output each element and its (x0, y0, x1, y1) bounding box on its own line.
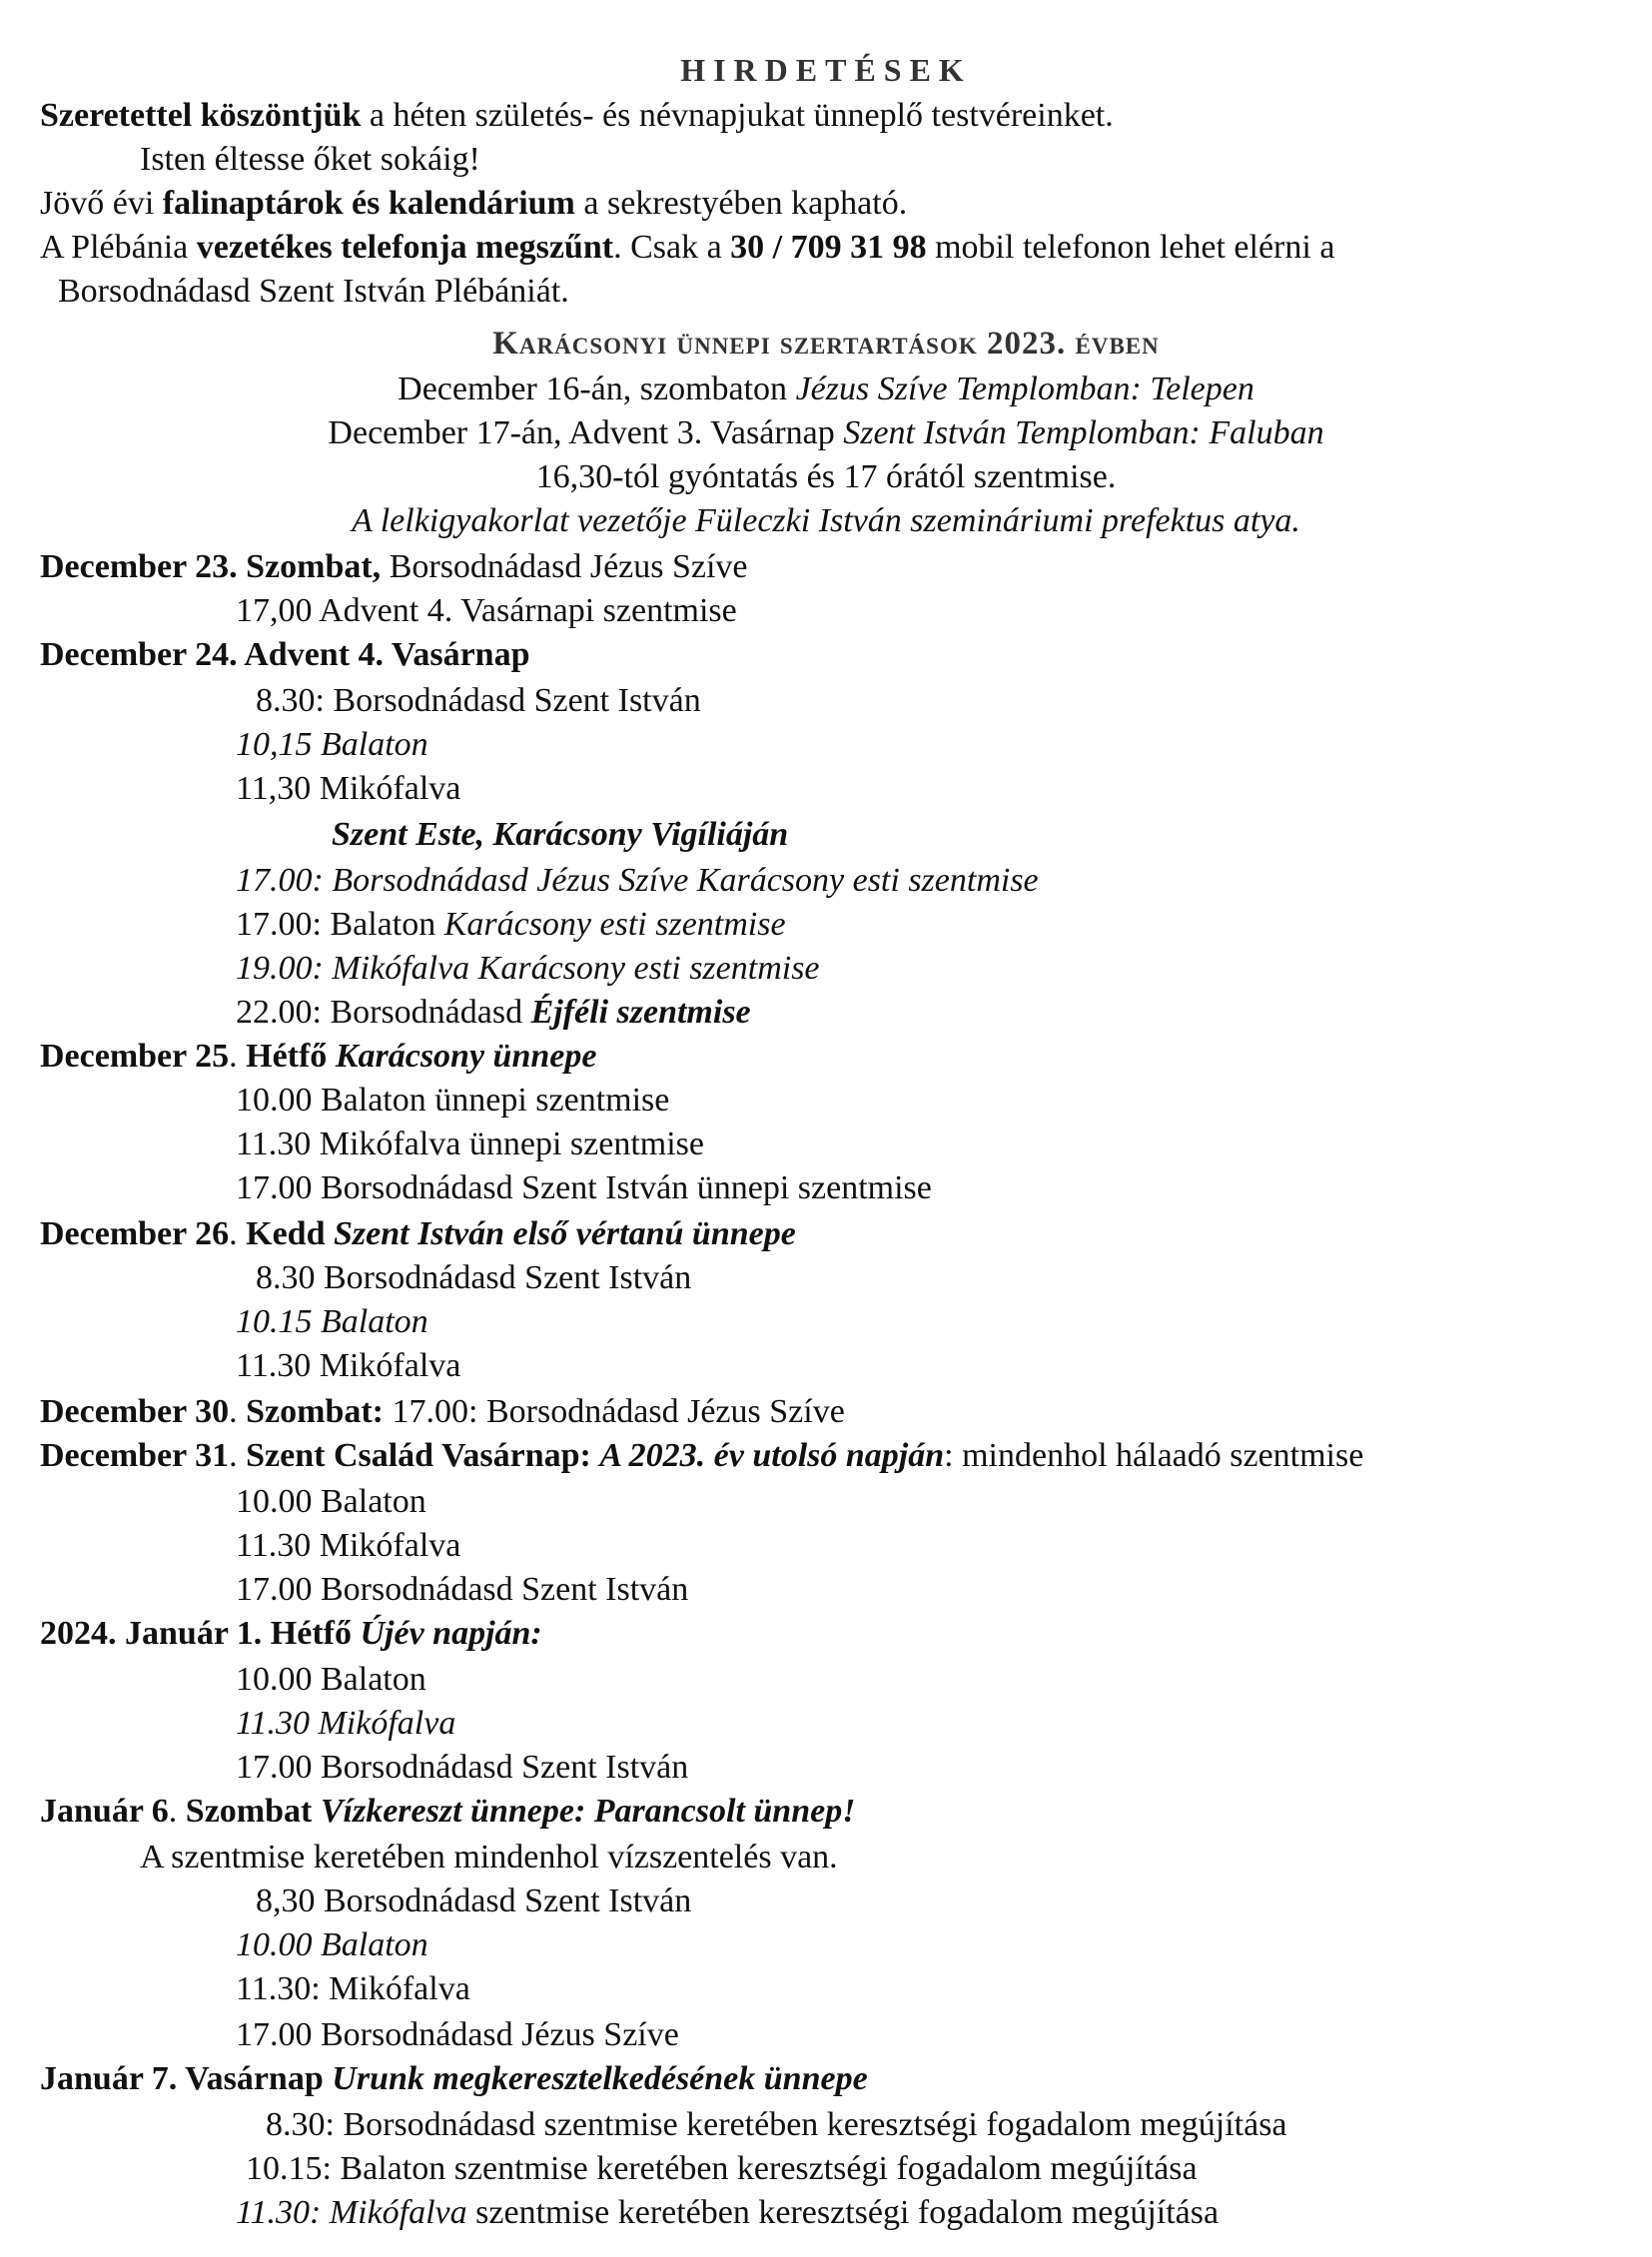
mass-item: 10.00 Balaton (236, 1661, 426, 1698)
mass-item: 17.00 Borsodnádasd Szent István (236, 1749, 689, 1786)
day-heading-dec23: December 23. Szombat, Borsodnádasd Jézus Szíve (40, 548, 748, 585)
day-heading-jan6: Január 6. Szombat Vízkereszt ünnepe: Parancsolt ünnep! (40, 1793, 856, 1830)
mass-item: 10.15 Balaton (236, 1303, 428, 1340)
mass-item: 11.30: Mikófalva szentmise keretében keresztségi fogadalom megújítása (236, 2194, 1220, 2231)
mass-item: 8.30 Borsodnádasd Szent István (256, 1259, 692, 1296)
retreat-line-2: December 17-án, Advent 3. Vasárnap Szent István Templomban: Faluban (328, 414, 1324, 451)
mass-item: 11.30: Mikófalva (236, 1970, 470, 2007)
mass-item: 10.00 Balaton (236, 1483, 426, 1520)
schedule-heading: Karácsonyi ünnepi szertartások 2023. évben (492, 326, 1160, 362)
day-heading-dec24: December 24. Advent 4. Vasárnap (40, 636, 530, 673)
mass-item: 17.00 Borsodnádasd Szent István ünnepi szentmise (236, 1169, 932, 1206)
page-title: HIRDETÉSEK (680, 52, 972, 88)
mass-item: 11.30 Mikófalva (236, 1705, 456, 1742)
mass-item: 17.00: Balaton Karácsony esti szentmise (236, 906, 786, 943)
day-heading-jan1: 2024. Január 1. Hétfő Újév napján: (40, 1615, 542, 1652)
note-line: A szentmise keretében mindenhol vízszentelés van. (140, 1839, 838, 1876)
calendar-line: Jövő évi falinaptárok és kalendárium a sekrestyében kapható. (40, 185, 908, 222)
day-heading-dec25: December 25. Hétfő Karácsony ünnepe (40, 1038, 597, 1075)
mass-item: 11.30 Mikófalva ünnepi szentmise (236, 1126, 704, 1162)
mass-item: 10.00 Balaton ünnepi szentmise (236, 1082, 670, 1119)
day-heading-dec31: December 31. Szent Család Vasárnap: A 2023. év utolsó napján: mindenhol hálaadó szentmise (40, 1437, 1364, 1474)
blessing-line: Isten éltesse őket sokáig! (140, 141, 480, 178)
phone-line: A Plébánia vezetékes telefonja megszűnt. Csak a 30 / 709 31 98 mobil telefonon lehet elérni a (40, 229, 1335, 266)
mass-item: 17.00 Borsodnádasd Szent István (236, 1571, 689, 1608)
day-heading-dec26: December 26. Kedd Szent István első vértanú ünnepe (40, 1215, 796, 1252)
mass-item: 22.00: Borsodnádasd Éjféli szentmise (236, 994, 751, 1031)
mass-item: 17,00 Advent 4. Vasárnapi szentmise (236, 592, 737, 629)
greeting-line: Szeretettel köszöntjük a héten születés- és névnapjukat ünneplő testvéreinket. (40, 97, 1114, 134)
mass-item: 8.30: Borsodnádasd szentmise keretében keresztségi fogadalom megújítása (266, 2106, 1287, 2143)
mass-item: 11,30 Mikófalva (236, 770, 461, 807)
mass-item: 10.00 Balaton (236, 1926, 428, 1963)
mass-item: 10.15: Balaton szentmise keretében keresztségi fogadalom megújítása (246, 2150, 1198, 2187)
mass-item: 17.00 Borsodnádasd Jézus Szíve (236, 2016, 679, 2053)
vigil-heading: Szent Este, Karácsony Vigíliáján (332, 816, 789, 853)
retreat-line-1: December 16-án, szombaton Jézus Szíve Templomban: Telepen (398, 371, 1254, 407)
day-heading-dec30: December 30. Szombat: 17.00: Borsodnádasd Jézus Szíve (40, 1393, 845, 1430)
mass-item: 11.30 Mikófalva (236, 1347, 461, 1384)
phone-line-continued: Borsodnádasd Szent István Plébániát. (58, 273, 569, 310)
day-heading-jan7: Január 7. Vasárnap Urunk megkeresztelkedésének ünnepe (40, 2060, 868, 2097)
mass-item: 19.00: Mikófalva Karácsony esti szentmise (236, 950, 820, 987)
retreat-line-4: A lelkigyakorlat vezetője Füleczki István szemináriumi prefektus atya. (352, 502, 1300, 539)
mass-item: 8,30 Borsodnádasd Szent István (256, 1882, 692, 1919)
retreat-line-3: 16,30-tól gyóntatás és 17 órától szentmise. (535, 458, 1117, 495)
mass-item: 11.30 Mikófalva (236, 1527, 461, 1564)
mass-item: 8.30: Borsodnádasd Szent István (256, 682, 701, 719)
mass-item: 10,15 Balaton (236, 726, 428, 763)
mass-item: 17.00: Borsodnádasd Jézus Szíve Karácsony esti szentmise (236, 862, 1039, 899)
